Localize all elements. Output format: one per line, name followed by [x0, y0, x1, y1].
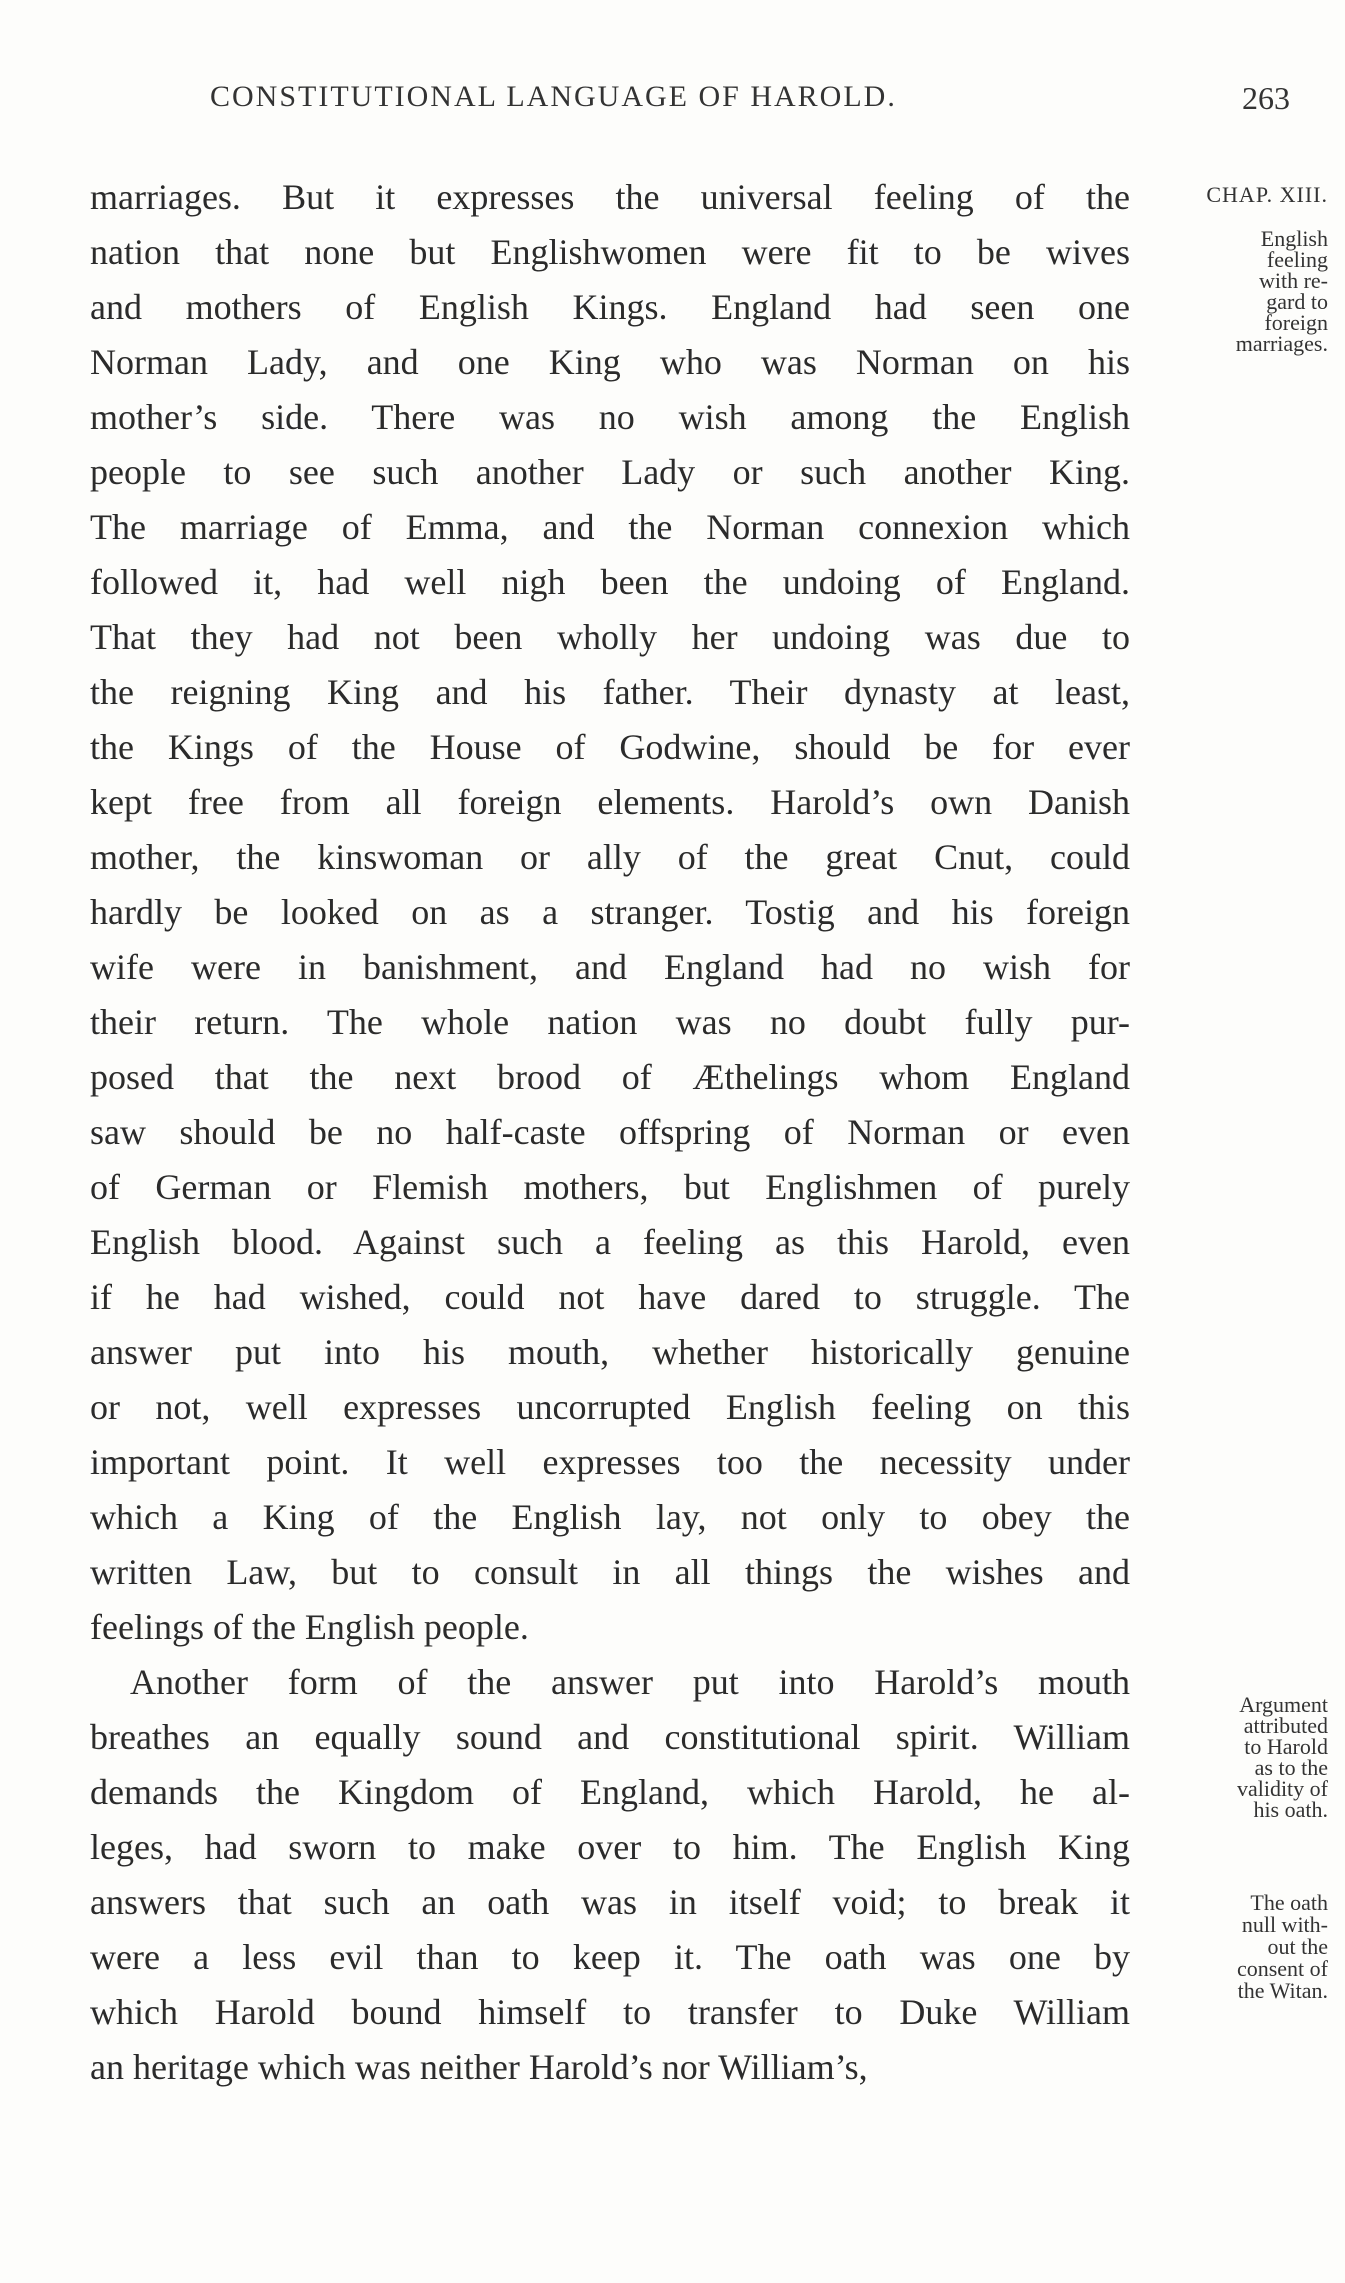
text-line: of German or Flemish mothers, but Englishmen of purely	[90, 1167, 1130, 1207]
text-line: posed that the next brood of Æthelings whom England	[90, 1057, 1130, 1097]
margin-note-argument	[1148, 1694, 1328, 1820]
text-line: Another form of the answer put into Harold’s mouth	[130, 1662, 1130, 1702]
text-line: The marriage of Emma, and the Norman connexion which	[90, 507, 1130, 547]
text-line: important point. It well expresses too the necessity under	[90, 1442, 1130, 1482]
text-line: which Harold bound himself to transfer to Duke William	[90, 1992, 1130, 2032]
text-line: an heritage which was neither Harold’s nor William’s,	[90, 2047, 868, 2087]
text-line: feelings of the English people.	[90, 1607, 529, 1647]
margin-note-text: English feeling with re- gard to foreign marriages.	[1235, 226, 1328, 356]
text-line: answers that such an oath was in itself void; to break it	[90, 1882, 1130, 1922]
text-line: demands the Kingdom of England, which Harold, he al-	[90, 1772, 1130, 1812]
chapter-label: CHAP. XIII.	[1206, 182, 1328, 207]
margin-note-text: The oath null with- out the consent of the Witan.	[1236, 1890, 1328, 2003]
margin-note-text: Argument attributed to Harold as to the validity of his oath.	[1236, 1692, 1328, 1822]
text-line: mother, the kinswoman or ally of the great Cnut, could	[90, 837, 1130, 877]
text-line: marriages. But it expresses the universal feeling of the	[90, 177, 1130, 217]
text-line: hardly be looked on as a stranger. Tostig and his foreign	[90, 892, 1130, 932]
text-line: That they had not been wholly her undoing was due to	[90, 617, 1130, 657]
text-line: people to see such another Lady or such another King.	[90, 452, 1130, 492]
margin-note-english-feeling	[1148, 228, 1328, 354]
text-line: which a King of the English lay, not only to obey the	[90, 1497, 1130, 1537]
text-line: kept free from all foreign elements. Harold’s own Danish	[90, 782, 1130, 822]
text-line: leges, had sworn to make over to him. The English King	[90, 1827, 1130, 1867]
text-line: answer put into his mouth, whether historically genuine	[90, 1332, 1130, 1372]
page-header	[210, 80, 1290, 130]
text-line: their return. The whole nation was no doubt fully pur-	[90, 1002, 1130, 1042]
page-number: 263	[1242, 80, 1290, 116]
text-line: Norman Lady, and one King who was Norman on his	[90, 342, 1130, 382]
text-line: the Kings of the House of Godwine, should be for ever	[90, 727, 1130, 767]
text-line: and mothers of English Kings. England had seen one	[90, 287, 1130, 327]
text-line: wife were in banishment, and England had no wish for	[90, 947, 1130, 987]
text-line: saw should be no half-caste offspring of Norman or even	[90, 1112, 1130, 1152]
text-line: were a less evil than to keep it. The oath was one by	[90, 1937, 1130, 1977]
text-line: mother’s side. There was no wish among the English	[90, 397, 1130, 437]
text-line: written Law, but to consult in all things the wishes and	[90, 1552, 1130, 1592]
text-line: or not, well expresses uncorrupted English feeling on this	[90, 1387, 1130, 1427]
margin-note-oath-null	[1148, 1892, 1328, 2002]
text-line: English blood. Against such a feeling as this Harold, even	[90, 1222, 1130, 1262]
running-head: CONSTITUTIONAL LANGUAGE OF HAROLD.	[210, 80, 897, 113]
body-text	[90, 170, 1130, 2095]
text-line: the reigning King and his father. Their dynasty at least,	[90, 672, 1130, 712]
text-line: followed it, had well nigh been the undoing of England.	[90, 562, 1130, 602]
text-line: nation that none but Englishwomen were fit to be wives	[90, 232, 1130, 272]
text-line: if he had wished, could not have dared to struggle. The	[90, 1277, 1130, 1317]
text-line: breathes an equally sound and constitutional spirit. William	[90, 1717, 1130, 1757]
